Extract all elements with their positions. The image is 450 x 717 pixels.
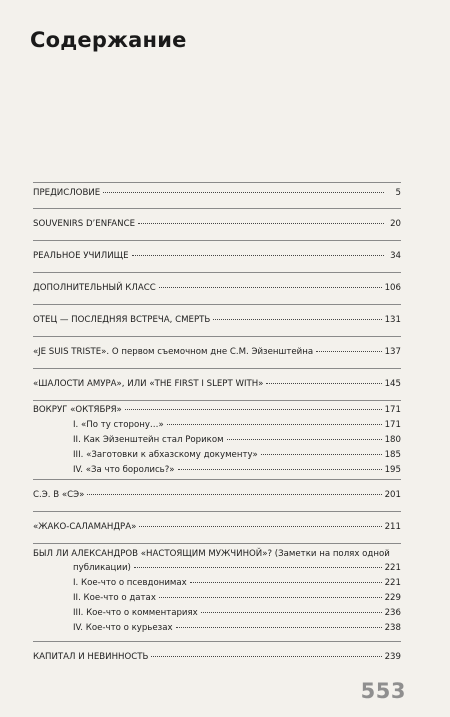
toc-separator <box>33 182 401 183</box>
toc-entry-title: II. Как Эйзенштейн стал Рориком <box>73 435 224 445</box>
dot-leader <box>138 223 384 224</box>
toc-page-number: 236 <box>384 608 401 618</box>
toc-page-number: 20 <box>390 219 401 229</box>
toc-entry[interactable] <box>33 549 401 560</box>
toc-separator <box>33 272 401 273</box>
toc-page-number: 137 <box>384 347 401 357</box>
toc-page-number: 221 <box>384 563 401 573</box>
dot-leader <box>159 287 382 288</box>
toc-entry-continuation[interactable] <box>73 563 401 574</box>
dot-leader <box>132 255 384 256</box>
toc-separator <box>33 479 401 480</box>
toc-entry[interactable] <box>33 379 401 390</box>
toc-entry[interactable] <box>33 652 401 663</box>
toc-separator <box>33 368 401 369</box>
toc-subentry[interactable] <box>73 420 401 431</box>
toc-entry[interactable] <box>33 522 401 533</box>
dot-leader <box>213 319 381 320</box>
toc-separator <box>33 543 401 544</box>
dot-leader <box>266 383 381 384</box>
toc-entry-title: ВОКРУГ «ОКТЯБРЯ» <box>33 405 122 415</box>
dot-leader <box>87 494 381 495</box>
toc-subentry[interactable] <box>73 450 401 461</box>
toc-separator <box>33 641 401 642</box>
toc-separator <box>33 208 401 209</box>
toc-entry[interactable] <box>33 490 401 501</box>
toc-subentry[interactable] <box>73 623 401 634</box>
dot-leader <box>190 582 382 583</box>
toc-entry[interactable] <box>33 219 401 230</box>
toc-subentry[interactable] <box>73 435 401 446</box>
toc-entry-title: I. Кое-что о псевдонимах <box>73 578 187 588</box>
toc-entry[interactable] <box>33 283 401 294</box>
toc-page-number: 221 <box>384 578 401 588</box>
toc-entry-title: «ЖАКО-САЛАМАНДРА» <box>33 522 137 532</box>
toc-subentry[interactable] <box>73 608 401 619</box>
dot-leader <box>176 627 382 628</box>
dot-leader <box>201 612 382 613</box>
dot-leader <box>167 424 382 425</box>
toc-entry-title: С.Э. В «СЭ» <box>33 490 85 500</box>
toc-entry[interactable] <box>33 188 401 199</box>
toc-page-number: 34 <box>390 251 401 261</box>
dot-leader <box>227 439 382 440</box>
toc-entry-title: III. «Заготовки к абхазскому документу» <box>73 450 258 460</box>
toc-entry-title: КАПИТАЛ И НЕВИННОСТЬ <box>33 652 149 662</box>
toc-entry-title: IV. Кое-что о курьезах <box>73 623 173 633</box>
toc-page-number: 180 <box>384 435 401 445</box>
toc-page-number: 171 <box>384 420 401 430</box>
toc-entry-title: БЫЛ ЛИ АЛЕКСАНДРОВ «НАСТОЯЩИМ МУЖЧИНОЙ»? (Заметки на полях одной <box>33 549 390 559</box>
toc-separator <box>33 511 401 512</box>
dot-leader <box>134 567 382 568</box>
toc-entry-title: публикации) <box>73 563 131 573</box>
toc-page-number: 201 <box>384 490 401 500</box>
toc-entry[interactable] <box>33 405 401 416</box>
toc-entry-title: РЕАЛЬНОЕ УЧИЛИЩЕ <box>33 251 129 261</box>
toc-entry-title: «JE SUIS TRISTE». О первом съемочном дне С.М. Эйзенштейна <box>33 347 314 357</box>
toc-entry[interactable] <box>33 347 401 358</box>
toc-page-number: 239 <box>384 652 401 662</box>
toc-page-number: 131 <box>384 315 401 325</box>
dot-leader <box>178 469 382 470</box>
dot-leader <box>103 192 384 193</box>
dot-leader <box>125 409 382 410</box>
toc-page-number: 229 <box>384 593 401 603</box>
toc-subentry[interactable] <box>73 578 401 589</box>
dot-leader <box>159 597 382 598</box>
toc-entry[interactable] <box>33 315 401 326</box>
toc-page-number: 195 <box>384 465 401 475</box>
toc-page-number: 185 <box>384 450 401 460</box>
toc-page-number: 238 <box>384 623 401 633</box>
page-number: 553 <box>360 679 406 703</box>
toc-entry-title: IV. «За что боролись?» <box>73 465 175 475</box>
toc-separator <box>33 336 401 337</box>
toc-page-number: 211 <box>384 522 401 532</box>
dot-leader <box>139 526 381 527</box>
toc-separator <box>33 304 401 305</box>
toc-subentry[interactable] <box>73 465 401 476</box>
toc-entry[interactable] <box>33 251 401 262</box>
toc-entry-title: ДОПОЛНИТЕЛЬНЫЙ КЛАСС <box>33 283 156 293</box>
toc-page-number: 5 <box>395 188 401 198</box>
toc-separator <box>33 240 401 241</box>
dot-leader <box>151 656 381 657</box>
toc-entry-title: I. «По ту сторону…» <box>73 420 164 430</box>
toc-page-number: 145 <box>384 379 401 389</box>
toc-entry-title: III. Кое-что о комментариях <box>73 608 198 618</box>
toc-entry-title: «ШАЛОСТИ АМУРА», ИЛИ «THE FIRST I SLEPT WITH» <box>33 379 264 389</box>
toc-entry-title: SOUVENIRS D’ENFANCE <box>33 219 136 229</box>
toc-page-number: 171 <box>384 405 401 415</box>
toc-subentry[interactable] <box>73 593 401 604</box>
toc-separator <box>33 400 401 401</box>
toc-page-number: 106 <box>384 283 401 293</box>
toc-entry-title: ОТЕЦ — ПОСЛЕДНЯЯ ВСТРЕЧА, СМЕРТЬ <box>33 315 211 325</box>
toc-entry-title: ПРЕДИСЛОВИЕ <box>33 188 101 198</box>
dot-leader <box>316 351 381 352</box>
page-title: Содержание <box>30 28 187 52</box>
dot-leader <box>261 454 382 455</box>
toc-entry-title: II. Кое-что о датах <box>73 593 156 603</box>
